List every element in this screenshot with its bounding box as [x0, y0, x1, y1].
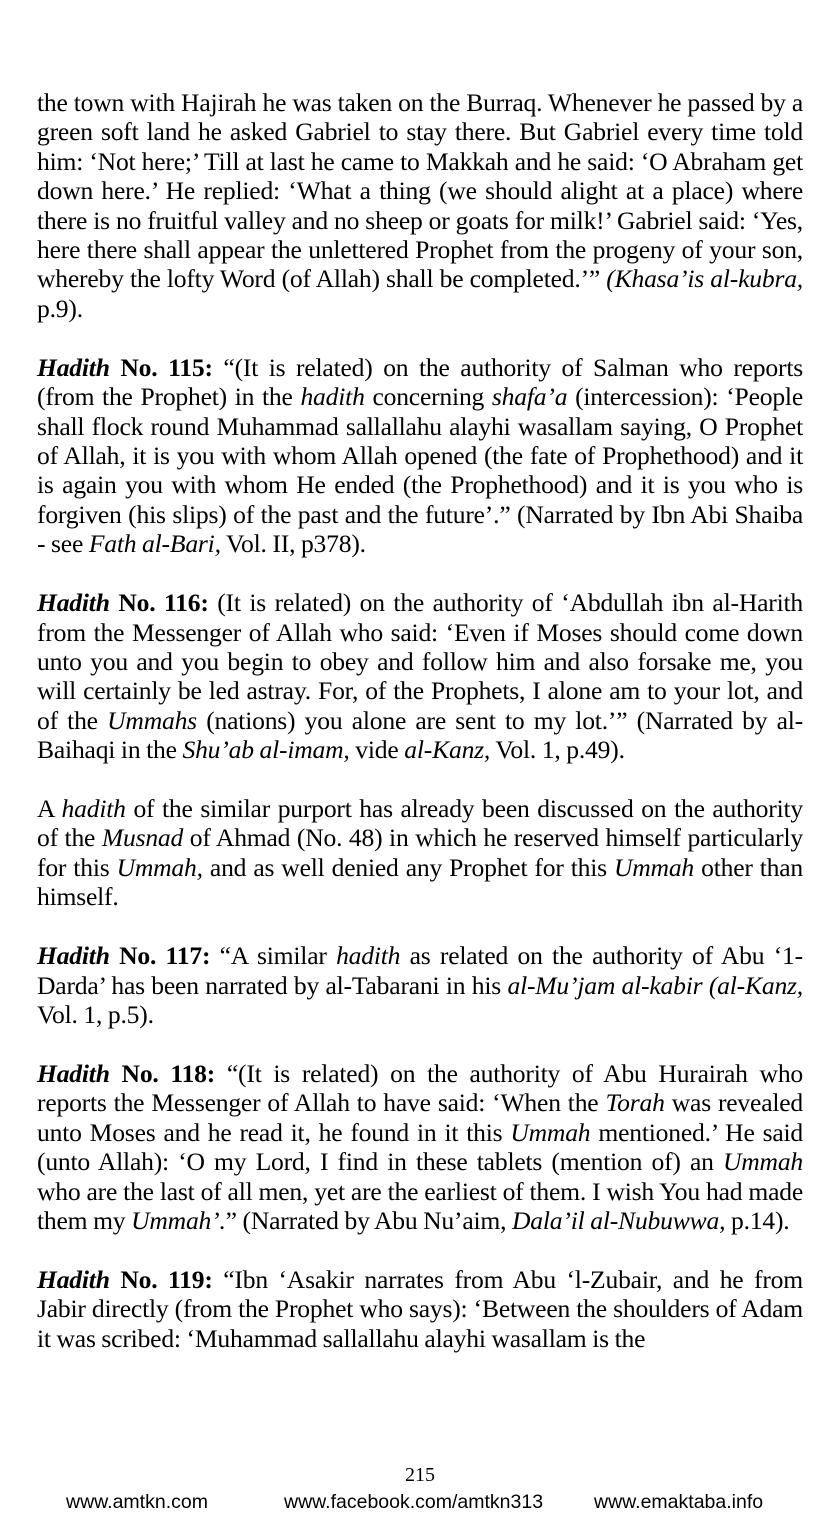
footer-link-amtkn[interactable]: www.amtkn.com	[66, 1491, 208, 1513]
hadith-label: Hadith No. 116:	[37, 588, 209, 618]
source-citation: Shu’ab al-imam,	[182, 735, 350, 765]
paragraph-hadith-115	[37, 353, 803, 559]
text-run: mentioned.’ He said (unto Allah): ‘O my Lord, I find in these tablets (mention of) an	[37, 1117, 803, 1177]
text-run: was revealed unto Moses and he read it, he found in it this	[37, 1088, 804, 1147]
italic-term: Torah	[605, 1088, 665, 1118]
paragraph-abraham-story	[37, 88, 803, 323]
italic-term: hadith	[336, 941, 401, 971]
text-run: (It is related) on the authority of ‘Abdullah ibn al-Harith from the Messenger of Allah who said: ‘Even if Moses should come down unto you and you begin to obey and follow him and also forsake me, you will certainly be led astray. For, of the Prophets, I alone am to your lot, and of the	[37, 588, 804, 735]
italic-term: hadith	[61, 794, 126, 824]
text-run: ” (Narrated by Abu Nu’aim,	[225, 1205, 507, 1235]
text-run: “A similar	[219, 941, 327, 971]
text-run: Vol. 1, p.5).	[37, 999, 154, 1029]
text-run: p.9).	[37, 293, 83, 323]
text-run: of Ahmad (No. 48) in which he reserved himself particularly for this	[37, 823, 804, 882]
source-citation: Dala’il al-Nubuwwa,	[512, 1205, 726, 1235]
hadith-label: Hadith No. 117:	[37, 941, 211, 971]
paragraph-hadith-118	[37, 1059, 803, 1235]
page-number: 215	[405, 1464, 435, 1486]
italic-term: Ummah	[510, 1117, 591, 1147]
text-run: “Ibn ‘Asakir narrates from Abu ‘l-Zubair, and he from Jabir directly (from the Prophet who says): ‘Between the shoulders of Adam it was scribed: ‘Muhammad sallallahu alayhi wasallam is the	[37, 1264, 803, 1353]
italic-term: Ummah	[722, 1147, 804, 1177]
source-citation: al-Kanz,	[404, 735, 491, 765]
source-citation: al-Mu’jam al-kabir (al-Kanz,	[507, 970, 803, 1000]
hadith-label: Hadith No. 118:	[37, 1058, 216, 1088]
text-run: (nations) you alone are sent to my lot.’” (Narrated by al-Baihaqi in the	[37, 705, 804, 765]
paragraph-hadith-117	[37, 941, 803, 1029]
paragraph-hadith-119	[37, 1265, 803, 1353]
footer-link-emaktaba[interactable]: www.emaktaba.info	[594, 1491, 764, 1513]
italic-term: hadith	[300, 382, 365, 412]
text-run: vide	[355, 735, 399, 765]
text-run: of the similar purport has already been discussed on the authority of the	[37, 794, 803, 853]
hadith-label: Hadith No. 119:	[37, 1264, 213, 1294]
italic-term: shafa’a	[491, 382, 568, 412]
text-run: p.14).	[730, 1205, 790, 1235]
text-run: (intercession): ‘People shall flock round Muhammad sallallahu alayhi wasallam saying, O Prophet of Allah, it is you with whom Allah opened (the fate of Prophethood) and it is again you with whom He ended (the Prophethood) and it is you who is forgiven (his slips) of the past and the future’.” (Narrated by Ibn Abi Shaiba - see	[37, 382, 804, 559]
italic-term: Musnad	[101, 823, 184, 853]
text-run: A	[37, 794, 54, 824]
source-citation: Fath al-Bari,	[88, 529, 221, 559]
text-run: other than himself.	[37, 852, 804, 912]
text-run: “(It is related) on the authority of Abu Hurairah who reports the Messenger of Allah to have said: ‘When the	[37, 1058, 804, 1118]
italic-term: Ummah’.	[131, 1205, 226, 1235]
italic-term: Ummahs	[107, 705, 197, 735]
body-text	[37, 88, 803, 1353]
source-citation: (Khasa’is al-kubra,	[606, 264, 803, 294]
text-run: Vol. 1, p.49).	[495, 735, 625, 765]
italic-term: Ummah	[613, 852, 695, 882]
footer-link-facebook[interactable]: www.facebook.com/amtkn313	[284, 1491, 544, 1513]
text-run: who are the last of all men, yet are the earliest of them. I wish You had made them my	[37, 1176, 803, 1235]
text-run: concerning	[372, 382, 485, 412]
text-run: Vol. II, p378).	[226, 529, 366, 559]
text-run: and as well denied any Prophet for this	[209, 852, 607, 882]
paragraph-similar-hadith	[37, 794, 803, 912]
hadith-label: Hadith No. 115:	[37, 352, 213, 382]
text-run: as related on the authority of Abu ‘1-Darda’ has been narrated by al-Tabarani in his	[37, 941, 803, 1000]
italic-term: Ummah,	[116, 852, 203, 882]
text-run: “(It is related) on the authority of Salman who reports (from the Prophet) in the	[37, 352, 803, 412]
text-run: the town with Hajirah he was taken on the Burraq. Whenever he passed by a green soft land he asked Gabriel to stay there. But Gabriel every time told him: ‘Not here;’ Till at last he came to Makkah and he said: ‘O Abraham get down here.’ He replied: ‘What a thing (we should alight at a place) where there is no fruitful valley and no sheep or goats for milk!’ Gabriel said: ‘Yes, here there shall appear the unlettered Prophet from the progeny of your son, whereby the lofty Word (of Allah) shall be completed.’”	[37, 88, 803, 294]
paragraph-hadith-116	[37, 588, 803, 764]
